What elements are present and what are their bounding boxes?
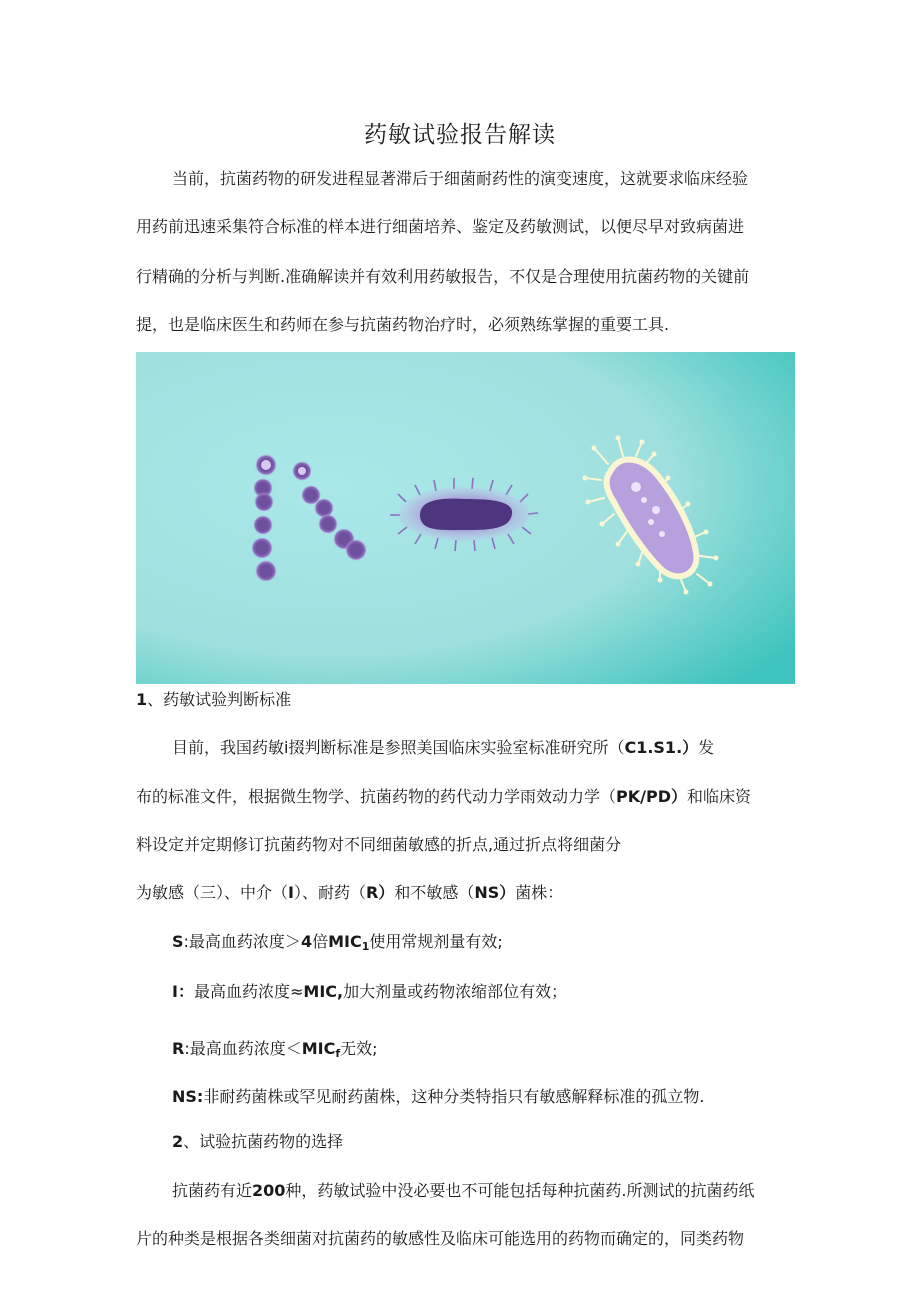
subscript: f [335,1047,341,1060]
criterion-key: S [172,932,184,951]
text: 非耐药菌株或罕见耐药菌株，这种分类特指只有敏感解释标准的孤立物. [203,1087,705,1106]
text: 布的标准文件，根据微生物学、抗菌药物的药代动力学雨效动力学（ [136,787,617,806]
intro-line-4: 提，也是临床医生和药师在参与抗菌药物治疗时，必须熟练掌握的重要工具. [136,315,670,334]
text: :最高血药浓度＜ [184,1039,302,1058]
text: 和临床资 [687,787,752,806]
section-2-line-1 [172,1180,755,1202]
section-1-line-4 [136,882,563,904]
text: 倍 [312,932,329,951]
section-2-line-2: 片的种类是根据各类细菌对抗菌药的敏感性及临床可能选用的药物而确定的，同类药物 [136,1229,745,1248]
text: 无效; [340,1039,378,1058]
text: 目前，我国药敏i掇判断标准是参照美国临床实验室标准研究所（ [172,738,625,757]
text: 加大剂量或药物浓缩部位有效； [343,982,568,1001]
text-bold: C1.S1.） [624,738,699,757]
text: 种，药敏试验中没必要也不可能包括每种抗菌药.所测试的抗菌药纸 [285,1181,755,1200]
intro-line-1: 当前，抗菌药物的研发进程显著滞后于细菌耐药性的演变速度，这就要求临床经验 [172,169,749,188]
text: 菌株： [515,883,564,902]
text: 为敏感（三）、中介（ [136,883,289,902]
intro-line-2: 用药前迅速采集符合标准的样本进行细菌培养、鉴定及药敏测试，以便尽早对致病菌进 [136,217,745,236]
text-bold: MIC, [303,982,344,1001]
intro-line-3: 行精确的分析与判断.准确解读并有效利用药敏报告，不仅是合理使用抗菌药物的关键前 [136,267,750,286]
subscript: 1 [361,940,370,953]
section-1-line-3: 料设定并定期修订抗菌药物对不同细菌敏感的折点,通过折点将细菌分 [136,835,622,854]
text: 和不敏感（ [394,883,475,902]
section-2-number: 2 [172,1132,184,1151]
text-bold: PK/PD） [616,787,687,806]
text-bold: MIC [301,1039,336,1058]
text: 使用常规剂量有效; [369,932,503,951]
text: ）、耐药（ [293,883,366,902]
text: :最高血药浓度＞ [183,932,301,951]
criterion-r [172,1038,378,1065]
section-1-line-2 [136,786,751,808]
document-title: 药敏试验报告解读 [364,122,556,148]
bacteria-illustration [136,352,795,684]
criterion-key: R [172,1039,185,1058]
section-2-title: 、试验抗菌药物的选择 [183,1132,344,1151]
criterion-key: I： [172,982,194,1001]
section-1-number: 1 [136,690,148,709]
text-bold: NS） [474,883,516,902]
criterion-ns [172,1086,704,1108]
text: 发 [698,738,715,757]
section-1-heading [136,689,291,711]
text: 抗菌药有近 [172,1181,253,1200]
text-bold: 4 [300,932,313,951]
section-2-heading [172,1131,343,1153]
section-1-title: 、药敏试验判断标准 [147,690,292,709]
text-bold: I [288,883,294,902]
text-bold: 200 [252,1181,286,1200]
text-bold: R） [365,883,395,902]
text-bold: MIC [328,932,362,951]
section-1-line-1 [172,737,714,759]
text: 最高血药浓度≈ [193,982,304,1001]
criterion-s [172,931,503,958]
criterion-key: NS: [172,1087,204,1106]
criterion-i [172,981,567,1003]
